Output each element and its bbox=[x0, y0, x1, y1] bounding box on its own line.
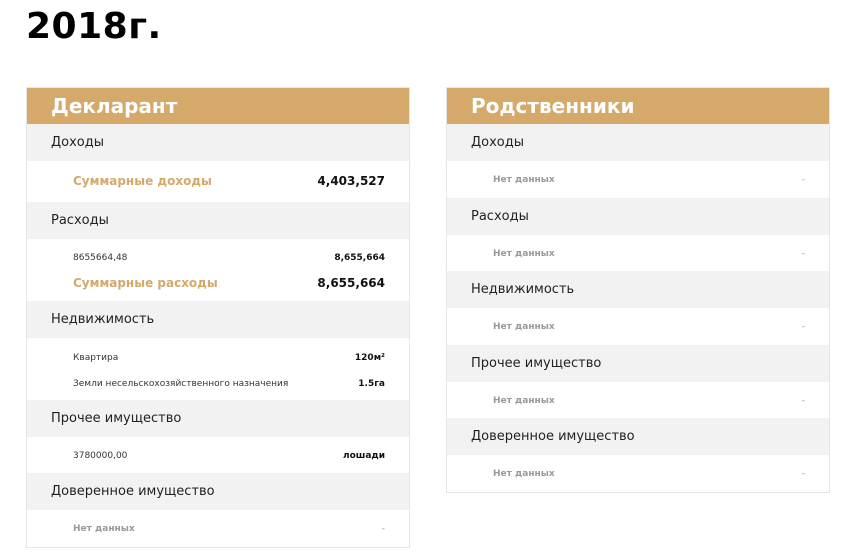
no-data-row bbox=[73, 522, 385, 536]
relatives-panel bbox=[446, 87, 830, 493]
realty-item-value: 1.5га bbox=[358, 379, 385, 389]
no-data-row bbox=[493, 467, 805, 481]
expenses-total-label: Суммарные расходы bbox=[73, 276, 218, 290]
declarant-other-property-title: Прочее имущество bbox=[27, 400, 409, 437]
declarant-header: Декларант bbox=[27, 88, 409, 124]
declarant-trusted-property-body bbox=[27, 510, 409, 547]
relatives-realty-body bbox=[447, 308, 829, 345]
declarant-realty-body bbox=[27, 338, 409, 400]
expense-item-label: 8655664,48 bbox=[73, 253, 128, 263]
no-data-dash: - bbox=[801, 322, 805, 332]
no-data-row bbox=[493, 320, 805, 334]
income-total-value: 4,403,527 bbox=[317, 174, 385, 188]
no-data-label: Нет данных bbox=[493, 249, 555, 259]
relatives-expenses-title: Расходы bbox=[447, 198, 829, 235]
no-data-dash: - bbox=[801, 396, 805, 406]
declarant-trusted-property-title: Доверенное имущество bbox=[27, 473, 409, 510]
income-total-label: Суммарные доходы bbox=[73, 174, 212, 188]
relatives-income-title: Доходы bbox=[447, 124, 829, 161]
declarant-realty-title: Недвижимость bbox=[27, 301, 409, 338]
relatives-other-property-title: Прочее имущество bbox=[447, 345, 829, 382]
realty-item-value: 120м² bbox=[354, 353, 385, 363]
relatives-other-property-body bbox=[447, 382, 829, 418]
realty-item-label: Земли несельскохозяйственного назначения bbox=[73, 379, 289, 389]
expense-item-value: 8,655,664 bbox=[334, 253, 385, 263]
declarant-panel bbox=[26, 87, 410, 548]
no-data-label: Нет данных bbox=[493, 396, 555, 406]
no-data-dash: - bbox=[801, 469, 805, 479]
expense-item-row bbox=[73, 251, 385, 265]
no-data-label: Нет данных bbox=[493, 322, 555, 332]
realty-item-label: Квартира bbox=[73, 353, 119, 363]
declarant-other-property-body bbox=[27, 437, 409, 473]
other-property-item-label: 3780000,00 bbox=[73, 451, 128, 461]
relatives-trusted-property-body bbox=[447, 455, 829, 492]
relatives-expenses-body bbox=[447, 235, 829, 271]
no-data-row bbox=[493, 394, 805, 408]
other-property-item-value: лошади bbox=[343, 451, 385, 461]
income-total-row bbox=[73, 174, 385, 188]
no-data-dash: - bbox=[801, 175, 805, 185]
declarant-income-body bbox=[27, 161, 409, 202]
other-property-item-row bbox=[73, 449, 385, 463]
declarant-expenses-title: Расходы bbox=[27, 202, 409, 239]
no-data-label: Нет данных bbox=[73, 524, 135, 534]
no-data-dash: - bbox=[801, 249, 805, 259]
no-data-row bbox=[493, 247, 805, 261]
page-title: 2018г. bbox=[26, 6, 162, 47]
realty-item-row bbox=[73, 377, 385, 391]
realty-item-row bbox=[73, 351, 385, 365]
no-data-dash: - bbox=[381, 524, 385, 534]
declarant-expenses-body bbox=[27, 239, 409, 301]
relatives-income-body bbox=[447, 161, 829, 198]
relatives-realty-title: Недвижимость bbox=[447, 271, 829, 308]
relatives-header: Родственники bbox=[447, 88, 829, 124]
no-data-label: Нет данных bbox=[493, 469, 555, 479]
expenses-total-value: 8,655,664 bbox=[317, 276, 385, 290]
relatives-trusted-property-title: Доверенное имущество bbox=[447, 418, 829, 455]
no-data-label: Нет данных bbox=[493, 175, 555, 185]
expenses-total-row bbox=[73, 276, 385, 290]
declarant-income-title: Доходы bbox=[27, 124, 409, 161]
no-data-row bbox=[493, 173, 805, 187]
